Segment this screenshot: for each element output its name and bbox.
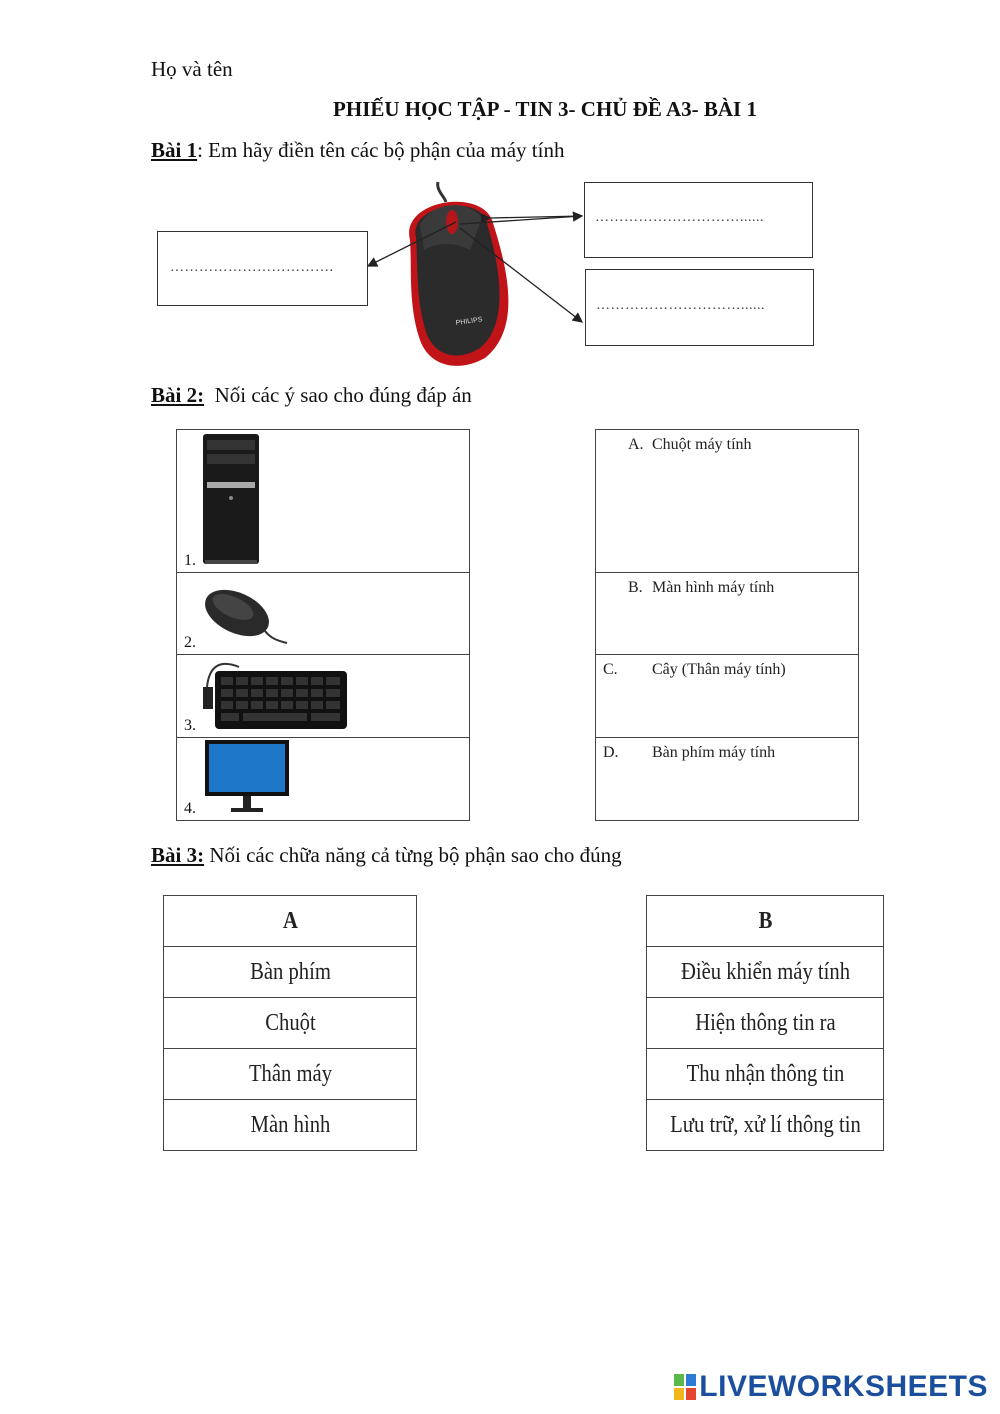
- ex2-option-d-text: Bàn phím máy tính: [652, 744, 776, 761]
- monitor-icon: [203, 738, 293, 816]
- ex2-option-c[interactable]: [596, 655, 859, 738]
- ex3-col-a-item-4[interactable]: Màn hình: [181, 1100, 399, 1151]
- ex3-col-b-header: B: [663, 896, 867, 947]
- ex1-label: Bài 1: [151, 138, 198, 162]
- ex2-option-d[interactable]: [596, 738, 859, 821]
- ex1-instruction: : Em hãy điền tên các bộ phận của máy tính: [197, 138, 565, 162]
- ex3-instruction: Nối các chữa năng cả từng bộ phận sao cho đúng: [209, 843, 622, 867]
- ex2-option-b[interactable]: [596, 573, 859, 655]
- ex3-col-a-header: A: [181, 896, 399, 947]
- ex2-option-a-text: Chuột máy tính: [652, 436, 752, 453]
- computer-case-icon: [199, 432, 263, 566]
- ex2-left-cell-4[interactable]: [177, 738, 470, 821]
- ex3-col-b-item-3[interactable]: Thu nhận thông tin: [663, 1049, 867, 1100]
- liveworksheets-logo: [674, 1370, 988, 1404]
- ex3-col-a-item-2[interactable]: Chuột: [181, 998, 399, 1049]
- ex2-option-c-letter: C.: [603, 661, 618, 678]
- ex2-heading: [151, 382, 472, 408]
- ex1-blank-left: …………………………….: [170, 260, 334, 275]
- ex3-col-a-item-1[interactable]: Bàn phím: [181, 947, 399, 998]
- ex2-instruction: Nối các ý sao cho đúng đáp án: [214, 383, 472, 407]
- ex2-left-table: [176, 429, 470, 821]
- ex1-answer-box-bottom-right[interactable]: [585, 269, 814, 346]
- ex3-col-b-item-4[interactable]: Lưu trữ, xử lí thông tin: [663, 1100, 867, 1151]
- ex3-col-b-item-1[interactable]: Điều khiển máy tính: [663, 947, 867, 998]
- liveworksheets-logo-icon: [674, 1374, 696, 1400]
- ex2-item-4-num: 4.: [184, 800, 196, 817]
- ex3-table-b: [646, 895, 884, 1151]
- ex1-blank-bottom-right: …………………………......: [596, 298, 765, 313]
- ex2-item-1-num: 1.: [184, 552, 196, 569]
- ex2-option-d-letter: D.: [603, 744, 619, 761]
- page-title: PHIẾU HỌC TẬP - TIN 3- CHỦ ĐỀ A3- BÀI 1: [333, 97, 757, 121]
- ex2-left-cell-3[interactable]: [177, 655, 470, 738]
- ex3-label: Bài 3:: [151, 843, 205, 867]
- ex2-item-3-num: 3.: [184, 717, 196, 734]
- name-label: Họ và tên: [151, 57, 233, 81]
- ex1-blank-top-right: …………………………......: [595, 210, 764, 225]
- ex1-mouse-diagram: [360, 180, 600, 370]
- mouse-brand: PHILIPS: [455, 316, 483, 327]
- ex2-option-a-letter: A.: [628, 436, 644, 453]
- ex1-answer-box-left[interactable]: [157, 231, 368, 306]
- ex2-left-cell-1[interactable]: [177, 430, 470, 573]
- mouse-icon: [409, 182, 508, 366]
- keyboard-icon: [199, 657, 349, 733]
- mouse-icon: [199, 583, 289, 649]
- ex3-col-a-item-3[interactable]: Thân máy: [181, 1049, 399, 1100]
- ex2-option-b-letter: B.: [628, 579, 643, 596]
- ex2-option-a[interactable]: [596, 430, 859, 573]
- ex2-item-2-num: 2.: [184, 634, 196, 651]
- ex2-left-cell-2[interactable]: [177, 573, 470, 655]
- ex2-right-table: [595, 429, 859, 821]
- ex1-heading: [151, 137, 564, 163]
- ex2-option-b-text: Màn hình máy tính: [652, 579, 775, 596]
- ex3-heading: [151, 842, 622, 868]
- ex2-option-c-text: Cây (Thân máy tính): [652, 661, 786, 678]
- liveworksheets-logo-text: LIVEWORKSHEETS: [699, 1370, 988, 1403]
- ex3-col-b-item-2[interactable]: Hiện thông tin ra: [663, 998, 867, 1049]
- ex3-table-a: [163, 895, 417, 1151]
- ex2-label: Bài 2:: [151, 383, 205, 407]
- ex1-answer-box-top-right[interactable]: [584, 182, 813, 258]
